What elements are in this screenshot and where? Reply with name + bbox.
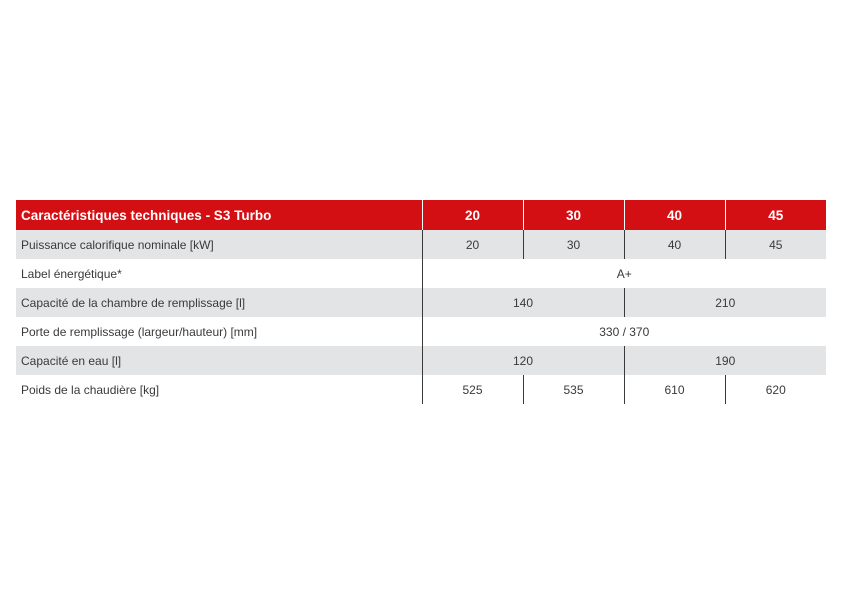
cell-value: A+	[422, 259, 826, 288]
row-label: Capacité en eau [l]	[16, 346, 422, 375]
cell-value: 535	[523, 375, 624, 404]
table-title: Caractéristiques techniques - S3 Turbo	[16, 200, 422, 230]
table-row	[16, 317, 826, 346]
table-row	[16, 346, 826, 375]
cell-value: 525	[422, 375, 523, 404]
row-label: Label énergétique*	[21, 266, 122, 281]
row-label: Poids de la chaudière [kg]	[21, 382, 160, 397]
column-header-20: 20	[422, 200, 523, 230]
row-label: Porte de remplissage (largeur/hauteur) [mm]	[21, 324, 258, 339]
cell-value: 30	[523, 230, 624, 259]
cell-value: 620	[725, 375, 826, 404]
cell-value: 120	[422, 346, 624, 375]
row-label: Puissance calorifique nominale [kW]	[16, 230, 422, 259]
table-row	[16, 288, 826, 317]
cell-value: 20	[422, 230, 523, 259]
header-row	[16, 200, 826, 230]
cell-value: 140	[422, 288, 624, 317]
column-header-45: 45	[725, 200, 826, 230]
table-row	[16, 230, 826, 259]
cell-value: 190	[624, 346, 826, 375]
table-row	[16, 375, 826, 404]
cell-value: 40	[624, 230, 725, 259]
cell-value: 610	[624, 375, 725, 404]
cell-value: 45	[725, 230, 826, 259]
spec-table	[16, 200, 826, 404]
column-header-30: 30	[523, 200, 624, 230]
column-header-40: 40	[624, 200, 725, 230]
table-row	[16, 259, 826, 288]
row-label: Capacité de la chambre de remplissage [l]	[16, 288, 422, 317]
cell-value: 210	[624, 288, 826, 317]
cell-value: 330 / 370	[422, 317, 826, 346]
